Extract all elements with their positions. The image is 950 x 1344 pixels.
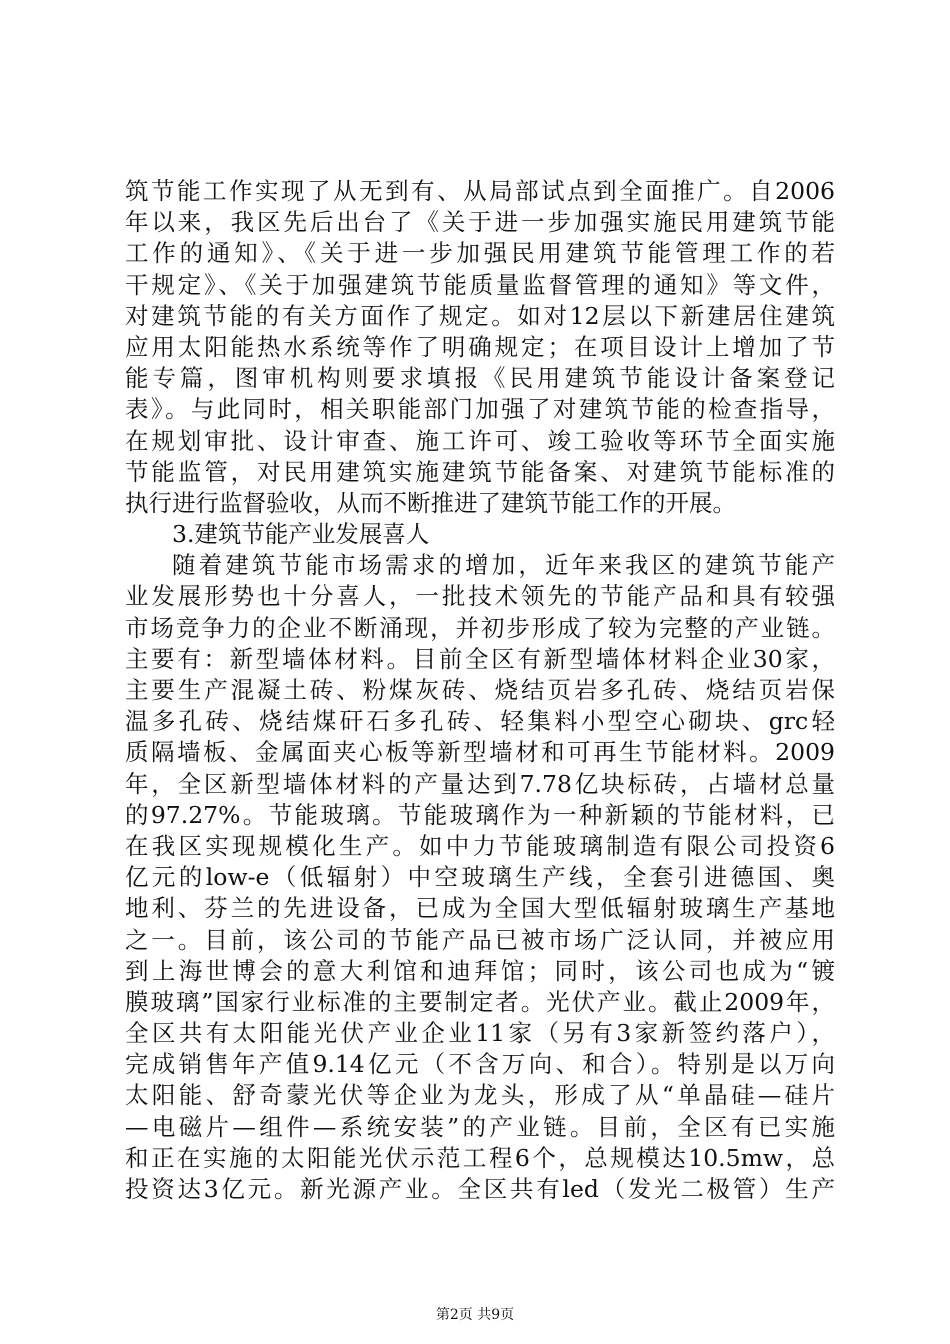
text-line: 表》。与此同时，相关职能部门加强了对建筑节能的检查指导， <box>125 395 835 424</box>
text-line: 完成销售年产值9.14亿元（不含万向、和合）。特别是以万向 <box>125 1050 835 1079</box>
text-line: 主要生产混凝土砖、粉煤灰砖、烧结页岩多孔砖、烧结页岩保 <box>125 676 835 704</box>
text-line: 膜玻璃”国家行业标准的主要制定者。光伏产业。截止2009年， <box>125 987 835 1016</box>
text-line: 的97.27%。节能玻璃。节能玻璃作为一种新颖的节能材料，已 <box>125 800 835 829</box>
text-line: 业发展形势也十分喜人，一批技术领先的节能产品和具有较强 <box>125 582 835 611</box>
text-line: 对建筑节能的有关方面作了规定。如对12层以下新建居住建筑 <box>125 301 835 330</box>
text-line: 随着建筑节能市场需求的增加，近年来我区的建筑节能产 <box>172 551 835 580</box>
text-line: 地利、芬兰的先进设备，已成为全国大型低辐射玻璃生产基地 <box>125 894 835 923</box>
text-line: 全区共有太阳能光伏产业企业11家（另有3家新签约落户）， <box>125 1019 835 1048</box>
text-line: 亿元的low-e（低辐射）中空玻璃生产线，全套引进德国、奥 <box>125 863 835 892</box>
section-heading: 3.建筑节能产业发展喜人 <box>172 520 430 549</box>
text-line: 年以来，我区先后出台了《关于进一步加强实施民用建筑节能 <box>125 208 835 237</box>
text-line: 能专篇，图审机构则要求填报《民用建筑节能设计备案登记 <box>125 364 835 393</box>
text-line: 筑节能工作实现了从无到有、从局部试点到全面推广。自2006 <box>125 177 835 205</box>
text-line: 在规划审批、设计审查、施工许可、竣工验收等环节全面实施 <box>125 426 835 455</box>
text-line: 节能监管，对民用建筑实施建筑节能备案、对建筑节能标准的 <box>125 457 835 486</box>
text-line: 年，全区新型墙体材料的产量达到7.78亿块标砖，占墙材总量 <box>125 769 835 798</box>
text-line: —电磁片—组件—系统安装”的产业链。目前，全区有已实施 <box>125 1112 835 1141</box>
page-number: 第2页 共9页 <box>435 1307 515 1323</box>
text-line: 温多孔砖、烧结煤矸石多孔砖、轻集料小型空心砌块、grc轻 <box>125 707 835 736</box>
text-line: 在我区实现规模化生产。如中力节能玻璃制造有限公司投资6 <box>125 831 835 860</box>
text-line: 之一。目前，该公司的节能产品已被市场广泛认同，并被应用 <box>125 925 835 954</box>
page-footer <box>0 1306 950 1324</box>
body-text <box>125 176 835 1205</box>
text-line: 质隔墙板、金属面夹心板等新型墙材和可再生节能材料。2009 <box>125 738 835 767</box>
text-line: 应用太阳能热水系统等作了明确规定；在项目设计上增加了节 <box>125 332 835 361</box>
text-line: 投资达3亿元。新光源产业。全区共有led（发光二极管）生产 <box>125 1175 835 1203</box>
text-line: 执行进行监督验收，从而不断推进了建筑节能工作的开展。 <box>125 488 736 517</box>
text-line: 干规定》、《关于加强建筑节能质量监督管理的通知》等文件， <box>125 270 835 299</box>
text-line: 和正在实施的太阳能光伏示范工程6个，总规模达10.5mw，总 <box>125 1143 835 1172</box>
text-line: 工作的通知》、《关于进一步加强民用建筑节能管理工作的若 <box>125 239 835 268</box>
text-line: 主要有：新型墙体材料。目前全区有新型墙体材料企业30家， <box>125 644 835 673</box>
text-line: 市场竞争力的企业不断涌现，并初步形成了较为完整的产业链。 <box>125 613 835 642</box>
text-line: 到上海世博会的意大利馆和迪拜馆；同时，该公司也成为“镀 <box>125 956 835 985</box>
text-line: 太阳能、舒奇蒙光伏等企业为龙头，形成了从“单晶硅—硅片 <box>125 1081 835 1110</box>
